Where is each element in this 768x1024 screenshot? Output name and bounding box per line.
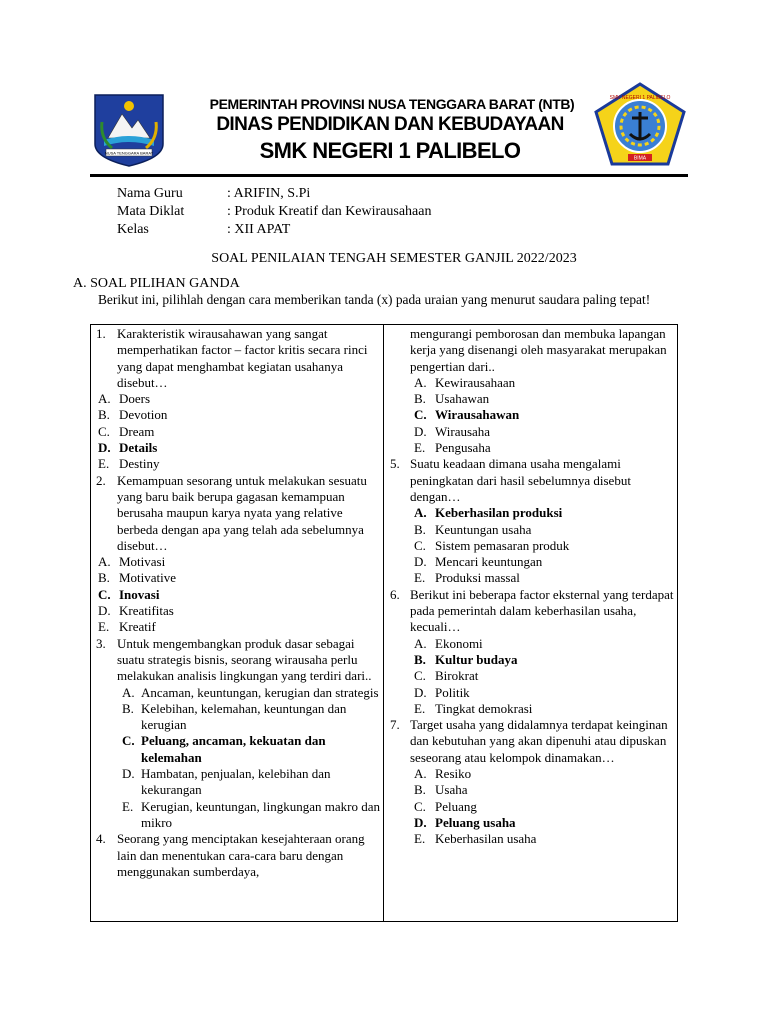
option-letter: B. bbox=[414, 651, 426, 667]
option-letter: A. bbox=[414, 374, 427, 390]
option-letter: E. bbox=[414, 831, 426, 847]
option-text: Ekonomi bbox=[435, 635, 483, 651]
option-6e[interactable] bbox=[388, 701, 676, 717]
option-text: Inovasi bbox=[119, 586, 160, 602]
question-7 bbox=[388, 717, 676, 766]
option-letter: E. bbox=[122, 798, 134, 814]
question-text: Seorang yang menciptakan kesejahteraan orang lain dan menentukan cara-cara baru dengan menggunakan sumberdaya, bbox=[117, 831, 365, 879]
option-text: Kewirausahaan bbox=[435, 374, 516, 390]
option-2a[interactable] bbox=[94, 554, 380, 570]
option-5b[interactable] bbox=[388, 522, 676, 538]
option-text: Kreatif bbox=[119, 619, 156, 635]
info-label-subject: Mata Diklat bbox=[117, 204, 185, 219]
option-text: Produksi massal bbox=[435, 570, 520, 586]
option-5c[interactable] bbox=[388, 538, 676, 554]
option-letter: C. bbox=[98, 586, 111, 602]
option-text: Details bbox=[119, 440, 158, 456]
option-text: Ancaman, keuntungan, kerugian dan strategis bbox=[141, 684, 379, 700]
option-letter: C. bbox=[414, 798, 426, 814]
option-7b[interactable] bbox=[388, 782, 676, 798]
option-letter: B. bbox=[98, 570, 110, 586]
option-text: Usahawan bbox=[435, 391, 490, 407]
option-3a[interactable] bbox=[94, 685, 380, 701]
option-letter: C. bbox=[122, 733, 135, 749]
option-text: Tingkat demokrasi bbox=[435, 700, 533, 716]
option-text: Devotion bbox=[119, 407, 168, 423]
question-number: 4. bbox=[96, 831, 106, 847]
option-6c[interactable] bbox=[388, 668, 676, 684]
left-logo-text: NUSA TENGGARA BARAT bbox=[104, 150, 154, 156]
option-text: Mencari keuntungan bbox=[435, 554, 543, 570]
option-text: Keberhasilan usaha bbox=[435, 831, 537, 847]
option-1e[interactable] bbox=[94, 456, 380, 472]
option-3d[interactable] bbox=[94, 766, 380, 799]
question-text: mengurangi pemborosan dan membuka lapangan kerja yang disenangi oleh masyarakat merupakan pengertian dari.. bbox=[410, 326, 667, 374]
option-letter: D. bbox=[414, 684, 427, 700]
option-2e[interactable] bbox=[94, 619, 380, 635]
option-letter: B. bbox=[414, 782, 426, 798]
option-text: Doers bbox=[119, 391, 151, 407]
info-label-class: Kelas bbox=[117, 222, 149, 237]
option-letter: E. bbox=[414, 700, 426, 716]
question-4 bbox=[94, 831, 380, 880]
option-text: Kelebihan, kelemahan, keuntungan dan kerugian bbox=[141, 700, 347, 733]
instructions: Berikut ini, pilihlah dengan cara memberikan tanda (x) pada uraian yang menurut saudara paling tepat! bbox=[98, 292, 651, 307]
option-text: Destiny bbox=[119, 456, 160, 472]
option-4d[interactable] bbox=[388, 424, 676, 440]
option-text: Politik bbox=[435, 684, 470, 700]
option-text: Sistem pemasaran produk bbox=[435, 537, 570, 553]
right-logo-text: SMK NEGERI 1 PALIBELO bbox=[609, 95, 671, 101]
question-text: Target usaha yang didalamnya terdapat keinginan dan kebutuhan yang akan dipenuhi atau dipuskan seseorang atau kelompok dinamakan… bbox=[410, 717, 668, 765]
option-6b-correct[interactable] bbox=[388, 652, 676, 668]
option-text: Wirausahawan bbox=[435, 407, 520, 423]
option-3c-correct[interactable] bbox=[94, 733, 380, 766]
option-letter: D. bbox=[414, 814, 427, 830]
question-number: 7. bbox=[390, 717, 400, 733]
header-school: SMK NEGERI 1 PALIBELO bbox=[259, 138, 521, 163]
option-text: Peluang bbox=[435, 798, 477, 814]
info-value-teacher: : ARIFIN, S.Pi bbox=[227, 186, 311, 201]
option-letter: C. bbox=[414, 668, 426, 684]
header-department: DINAS PENDIDIKAN DAN KEBUDAYAAN bbox=[216, 114, 564, 135]
option-text: Kreatifitas bbox=[119, 603, 174, 619]
option-letter: A. bbox=[414, 766, 427, 782]
right-column bbox=[388, 326, 676, 848]
option-7e[interactable] bbox=[388, 831, 676, 847]
option-letter: B. bbox=[122, 700, 134, 716]
option-letter: A. bbox=[414, 635, 427, 651]
option-text: Usaha bbox=[435, 782, 468, 798]
option-6d[interactable] bbox=[388, 685, 676, 701]
question-number: 5. bbox=[390, 456, 400, 472]
option-7d-correct[interactable] bbox=[388, 815, 676, 831]
option-letter: A. bbox=[414, 505, 427, 521]
option-1b[interactable] bbox=[94, 407, 380, 423]
option-letter: A. bbox=[98, 554, 111, 570]
option-4b[interactable] bbox=[388, 391, 676, 407]
question-text: Kemampuan sesorang untuk melakukan sesuatu yang baru baik berupa gagasan kemampuan berusaha maupun karya nyata yang relative berbeda dengan apa yang telah ada sebelumnya disebut… bbox=[117, 472, 367, 553]
option-letter: E. bbox=[98, 619, 110, 635]
option-letter: B. bbox=[414, 521, 426, 537]
option-letter: E. bbox=[98, 456, 110, 472]
option-text: Motivasi bbox=[119, 554, 166, 570]
option-letter: D. bbox=[122, 766, 135, 782]
option-1c[interactable] bbox=[94, 424, 380, 440]
option-4e[interactable] bbox=[388, 440, 676, 456]
option-letter: C. bbox=[98, 423, 110, 439]
option-2c-correct[interactable] bbox=[94, 587, 380, 603]
question-text: Suatu keadaan dimana usaha mengalami peningkatan dari hasil sebelumnya disebut dengan… bbox=[410, 456, 631, 504]
question-2 bbox=[94, 473, 380, 554]
option-text: Wirausaha bbox=[435, 423, 491, 439]
question-3 bbox=[94, 636, 380, 685]
question-6 bbox=[388, 587, 676, 636]
option-7c[interactable] bbox=[388, 799, 676, 815]
option-3b[interactable] bbox=[94, 701, 380, 734]
option-text: Hambatan, penjualan, kelebihan dan kekurangan bbox=[141, 766, 331, 798]
left-column bbox=[94, 326, 380, 880]
option-text: Keberhasilan produksi bbox=[435, 505, 563, 521]
question-5 bbox=[388, 456, 676, 505]
option-text: Peluang, ancaman, kekuatan dan kelemahan bbox=[141, 733, 326, 765]
right-logo-subtext: BIMA bbox=[633, 155, 647, 162]
option-7a[interactable] bbox=[388, 766, 676, 782]
info-value-class: : XII APAT bbox=[227, 222, 291, 237]
option-letter: C. bbox=[414, 407, 427, 423]
option-text: Kerugian, keuntungan, lingkungan makro dan mikro bbox=[141, 798, 380, 830]
option-letter: E. bbox=[414, 440, 426, 456]
question-number: 3. bbox=[96, 635, 106, 651]
option-letter: C. bbox=[414, 537, 426, 553]
option-1d-correct[interactable] bbox=[94, 440, 380, 456]
option-letter: D. bbox=[98, 440, 111, 456]
info-label-teacher: Nama Guru bbox=[117, 186, 183, 201]
exam-title: SOAL PENILAIAN TENGAH SEMESTER GANJIL 2022/2023 bbox=[211, 251, 577, 266]
question-number: 6. bbox=[390, 586, 400, 602]
option-3e[interactable] bbox=[94, 799, 380, 832]
option-text: Birokrat bbox=[435, 668, 479, 684]
option-5a-correct[interactable] bbox=[388, 505, 676, 521]
question-4-continued bbox=[388, 326, 676, 375]
option-letter: A. bbox=[98, 391, 111, 407]
option-letter: D. bbox=[414, 423, 427, 439]
question-number: 2. bbox=[96, 472, 106, 488]
option-letter: B. bbox=[414, 391, 426, 407]
question-text: Karakteristik wirausahawan yang sangat memperhatikan factor – factor kritis secara rinci yang dapat menghambat kegiatan usahanya disebut… bbox=[117, 326, 368, 390]
option-letter: A. bbox=[122, 684, 135, 700]
column-divider bbox=[383, 324, 384, 922]
option-4a[interactable] bbox=[388, 375, 676, 391]
option-5d[interactable] bbox=[388, 554, 676, 570]
option-text: Peluang usaha bbox=[435, 814, 516, 830]
question-1 bbox=[94, 326, 380, 391]
option-6a[interactable] bbox=[388, 636, 676, 652]
header-divider bbox=[90, 174, 688, 177]
option-text: Pengusaha bbox=[435, 440, 491, 456]
option-letter: D. bbox=[98, 603, 111, 619]
question-text: Untuk mengembangkan produk dasar sebagai suatu strategis bisnis, seorang wirausaha perlu melakukan analisis lingkungan yang terdiri dari.. bbox=[117, 635, 372, 684]
header-province: PEMERINTAH PROVINSI NUSA TENGGARA BARAT (NTB) bbox=[209, 96, 575, 112]
option-2d[interactable] bbox=[94, 603, 380, 619]
info-value-subject: : Produk Kreatif dan Kewirausahaan bbox=[227, 204, 432, 219]
option-4c-correct[interactable] bbox=[388, 407, 676, 423]
question-text: Berikut ini beberapa factor eksternal yang terdapat pada pemerintah dalam keberhasilan usaha, kecuali… bbox=[410, 586, 674, 635]
question-number: 1. bbox=[96, 326, 106, 341]
option-text: Dream bbox=[119, 423, 155, 439]
option-5e[interactable] bbox=[388, 570, 676, 586]
option-2b[interactable] bbox=[94, 570, 380, 586]
option-1a[interactable] bbox=[94, 391, 380, 407]
option-letter: E. bbox=[414, 570, 426, 586]
option-letter: B. bbox=[98, 407, 110, 423]
option-text: Motivative bbox=[119, 570, 177, 586]
option-text: Keuntungan usaha bbox=[435, 521, 532, 537]
section-heading: A. SOAL PILIHAN GANDA bbox=[73, 276, 240, 291]
option-letter: D. bbox=[414, 554, 427, 570]
option-text: Resiko bbox=[435, 766, 472, 782]
option-text: Kultur budaya bbox=[435, 651, 518, 667]
